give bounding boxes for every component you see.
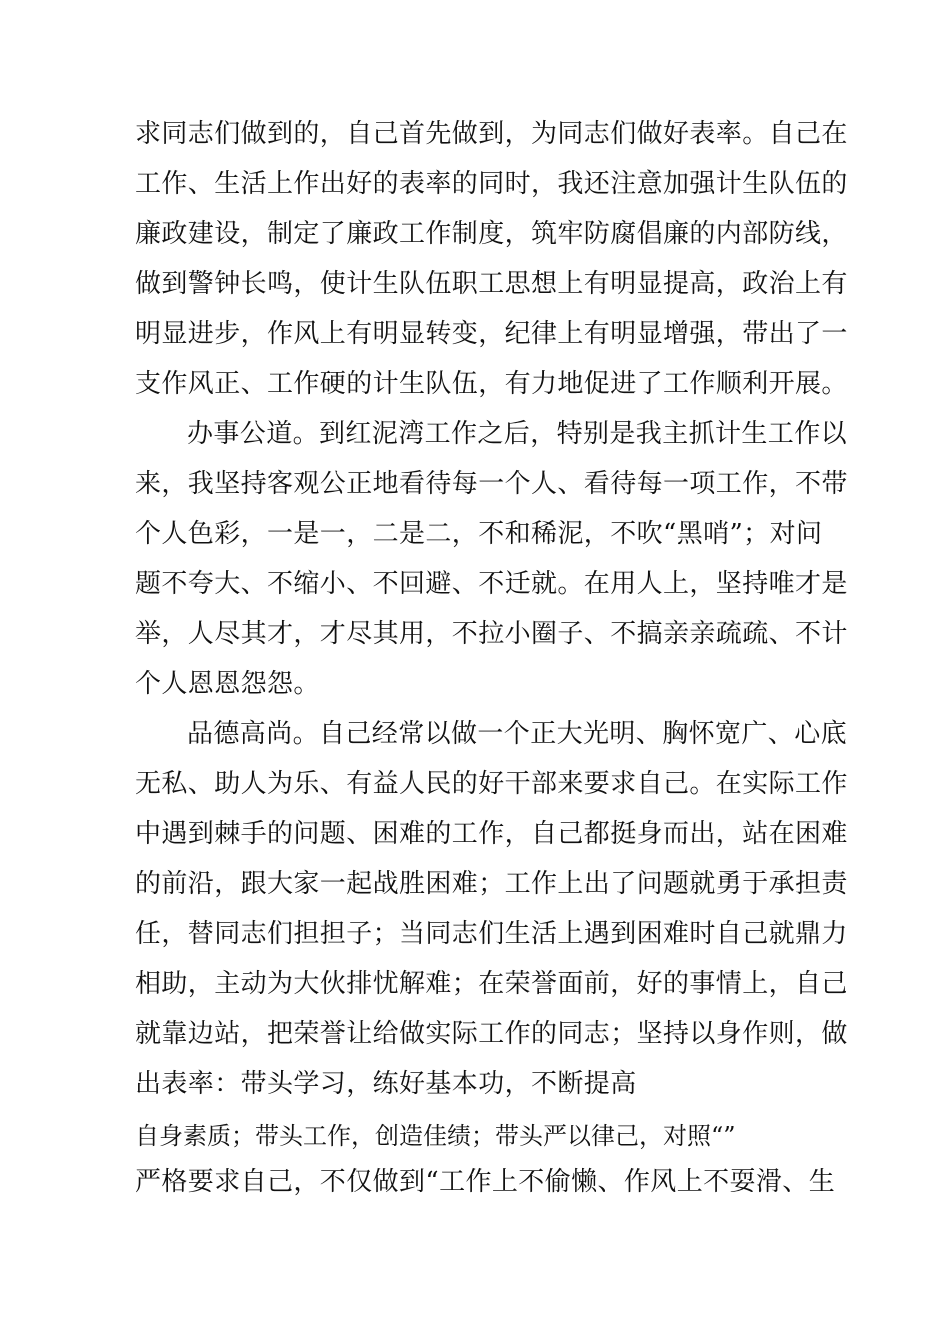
text-line: 任，替同志们担担子；当同志们生活上遇到困难时自己就鼎力 bbox=[135, 919, 848, 949]
paragraph-start-line: 办事公道。到红泥湾工作之后，特别是我主抓计生工作以 bbox=[187, 419, 848, 449]
text-line: 就靠边站，把荣誉让给做实际工作的同志；坚持以身作则，做 bbox=[135, 1019, 848, 1049]
text-line: 工作、生活上作出好的表率的同时，我还注意加强计生队伍的 bbox=[135, 169, 848, 199]
paragraph-start-line: 品德高尚。自己经常以做一个正大光明、胸怀宽广、心底 bbox=[187, 719, 848, 749]
text-line: 自身素质；带头工作，创造佳绩；带头严以律己，对照“” bbox=[135, 1122, 736, 1150]
text-line: 来，我坚持客观公正地看待每一个人、看待每一项工作，不带 bbox=[135, 469, 848, 499]
text-line: 严格要求自己，不仅做到“工作上不偷懒、作风上不耍滑、生 bbox=[135, 1167, 836, 1197]
text-line: 题不夸大、不缩小、不回避、不迁就。在用人上，坚持唯才是 bbox=[135, 569, 848, 599]
text-line: 廉政建设，制定了廉政工作制度，筑牢防腐倡廉的内部防线， bbox=[135, 219, 848, 249]
text-line: 个人色彩，一是一，二是二，不和稀泥，不吹“黑哨”；对问 bbox=[135, 519, 823, 549]
text-line: 明显进步，作风上有明显转变，纪律上有明显增强，带出了一 bbox=[135, 319, 848, 349]
text-line: 举，人尽其才，才尽其用，不拉小圈子、不搞亲亲疏疏、不计 bbox=[135, 619, 848, 649]
text-line: 做到警钟长鸣，使计生队伍职工思想上有明显提高，政治上有 bbox=[135, 269, 848, 299]
text-line: 出表率：带头学习，练好基本功，不断提高 bbox=[135, 1069, 637, 1099]
text-line: 的前沿，跟大家一起战胜困难；工作上出了问题就勇于承担责 bbox=[135, 869, 848, 899]
text-line: 无私、助人为乐、有益人民的好干部来要求自己。在实际工作 bbox=[135, 769, 848, 799]
text-line: 求同志们做到的，自己首先做到，为同志们做好表率。自己在 bbox=[135, 119, 848, 149]
text-line: 支作风正、工作硬的计生队伍，有力地促进了工作顺利开展。 bbox=[135, 369, 848, 399]
text-line: 中遇到棘手的问题、困难的工作，自己都挺身而出，站在困难 bbox=[135, 819, 848, 849]
text-line: 个人恩恩怨怨。 bbox=[135, 669, 320, 699]
text-line: 相助，主动为大伙排忧解难；在荣誉面前，好的事情上，自己 bbox=[135, 969, 848, 999]
